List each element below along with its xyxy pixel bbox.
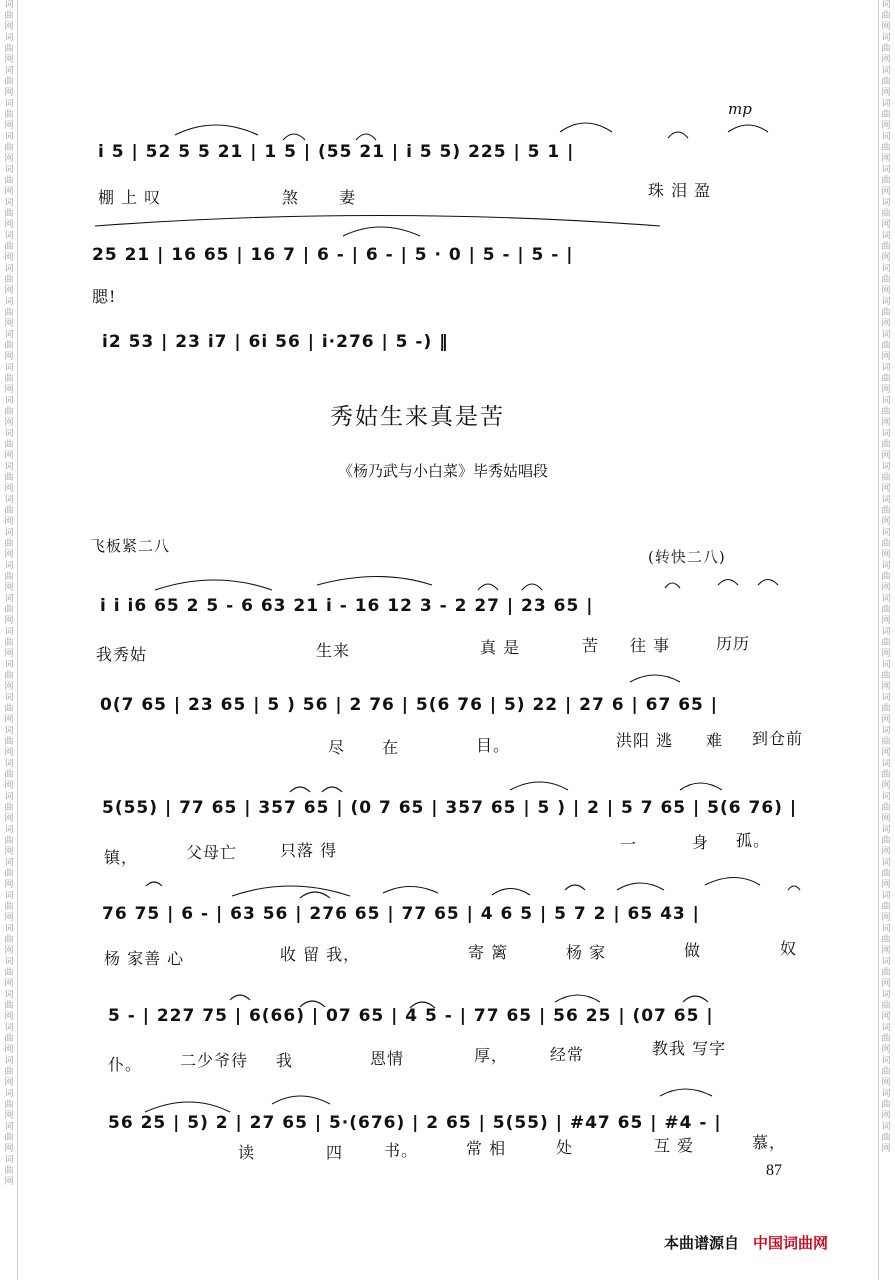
score-row-top-3: i2 53 | 23 i7 | 6i 56 | i·276 | 5 -) ‖ — [102, 332, 449, 352]
lyric-3-b: 父母亡 — [186, 843, 238, 862]
lyric-2-b: 在 — [382, 738, 400, 757]
lyric-6-g: 慕， — [752, 1133, 787, 1152]
lyric-2-c: 目。 — [476, 736, 511, 755]
watermark-right: 词曲网词曲网词曲网词曲网词曲网词曲网词曲网词曲网词曲网词曲网词曲网词曲网词曲网词曲网词曲网词曲网词曲网词曲网词曲网词曲网词曲网词曲网词曲网词曲网词曲网词曲网词曲网词曲网词曲网词曲网词曲网词曲网词曲网词曲网词曲网 — [881, 0, 891, 1154]
tempo-marking: 飞板紧二八 — [90, 537, 171, 555]
lyric-3-c: 只落 得 — [280, 841, 338, 860]
lyric-1-a: 我秀姑 — [96, 645, 148, 664]
lyric-5-d: 恩情 — [370, 1049, 405, 1068]
lyric-5-c: 我 — [276, 1051, 294, 1070]
lyric-2-d: 洪阳 逃 — [616, 731, 674, 750]
lyric-3-e: 身 — [692, 833, 710, 852]
song-subtitle: 《杨乃武与小白菜》毕秀姑唱段 — [338, 462, 549, 480]
lyric-2-e: 难 — [706, 731, 724, 750]
score-row-2: 0(7 65 | 23 65 | 5 ) 56 | 2 76 | 5(6 76 | 5) 22 | 27 6 | 67 65 | — [100, 695, 718, 715]
lyric-1-b: 生来 — [316, 641, 351, 660]
lyric-6-c: 书。 — [384, 1141, 419, 1160]
lyric-6-e: 处 — [556, 1138, 574, 1157]
watermark-left: 词曲网词曲网词曲网词曲网词曲网词曲网词曲网词曲网词曲网词曲网词曲网词曲网词曲网词曲网词曲网词曲网词曲网词曲网词曲网词曲网词曲网词曲网词曲网词曲网词曲网词曲网词曲网词曲网词曲网词曲网词曲网词曲网词曲网词曲网词曲网词曲网 — [4, 0, 14, 1187]
lyric-5-b: 二少爷待 — [180, 1051, 249, 1070]
lyric-3-d: 一 — [620, 835, 638, 854]
lyric-4-a: 杨 家善 心 — [104, 949, 185, 968]
lyric-3-a: 镇， — [104, 848, 139, 867]
lyric-5-a: 仆。 — [108, 1055, 143, 1074]
lyric-4-f: 奴 — [780, 939, 798, 958]
lyric-1-d: 苦 — [582, 636, 600, 655]
page-number: 87 — [766, 1162, 782, 1179]
lyric-top-1-a: 棚 上 叹 — [98, 188, 162, 207]
lyric-1-c: 真 是 — [480, 638, 521, 657]
score-row-3: 5(55) | 77 65 | 357 65 | (0 7 65 | 357 65 | 5 ) | 2 | 5 7 65 | 5(6 76) | — [102, 798, 798, 818]
tempo-change: (转快二八) — [648, 548, 726, 566]
lyric-2-a: 尽 — [328, 738, 346, 757]
lyric-5-g: 教我 写字 — [652, 1039, 727, 1058]
score-row-4: 76 75 | 6 - | 63 56 | 276 65 | 77 65 | 4 6 5 | 5 7 2 | 65 43 | — [102, 904, 700, 924]
lyric-top-1-b: 煞 — [282, 188, 300, 207]
lyric-4-b: 收 留 我， — [280, 945, 361, 964]
lyric-5-f: 经常 — [550, 1045, 585, 1064]
dynamic-marking: mp — [728, 100, 752, 118]
score-row-top-2: 25 21 | 16 65 | 16 7 | 6 - | 6 - | 5 · 0 | 5 - | 5 - | — [92, 245, 574, 265]
score-row-5: 5 - | 227 75 | 6(66) | 07 65 | 4 5 - | 77 65 | 56 25 | (07 65 | — [108, 1006, 714, 1026]
footer-label: 本曲谱源自 — [664, 1234, 740, 1252]
song-title: 秀姑生来真是苦 — [330, 404, 505, 430]
lyric-3-f: 孤。 — [736, 831, 771, 850]
lyric-4-e: 做 — [684, 941, 702, 960]
score-row-1: i i i6 65 2 5 - 6 63 21 i - 16 12 3 - 2 27 | 23 65 | — [100, 596, 594, 616]
lyric-top-1-d: 珠 泪 盈 — [648, 181, 712, 200]
score-row-6: 56 25 | 5) 2 | 27 65 | 5·(676) | 2 65 | 5(55) | #47 65 | #4 - | — [108, 1113, 722, 1133]
footer-source — [664, 1232, 828, 1253]
lyric-2-f: 到仓前 — [752, 729, 804, 748]
lyric-1-e: 往 事 — [630, 636, 671, 655]
lyric-5-e: 厚， — [474, 1046, 509, 1065]
lyric-4-d: 杨 家 — [566, 943, 607, 962]
footer-brand-link[interactable]: 中国词曲网 — [753, 1234, 829, 1252]
lyric-top-2: 腮! — [92, 287, 117, 306]
lyric-6-d: 常 相 — [466, 1139, 507, 1158]
score-row-top-1: i 5 | 52 5 5 21 | 1 5 | (55 21 | i 5 5) 225 | 5 1 | — [98, 142, 575, 162]
lyric-4-c: 寄 篱 — [468, 943, 509, 962]
lyric-1-f: 历历 — [716, 634, 751, 653]
lyric-6-f: 互 爱 — [654, 1136, 695, 1155]
lyric-6-a: 读 — [238, 1143, 256, 1162]
lyric-top-1-c: 妻 — [339, 188, 357, 207]
lyric-6-b: 四 — [326, 1143, 344, 1162]
